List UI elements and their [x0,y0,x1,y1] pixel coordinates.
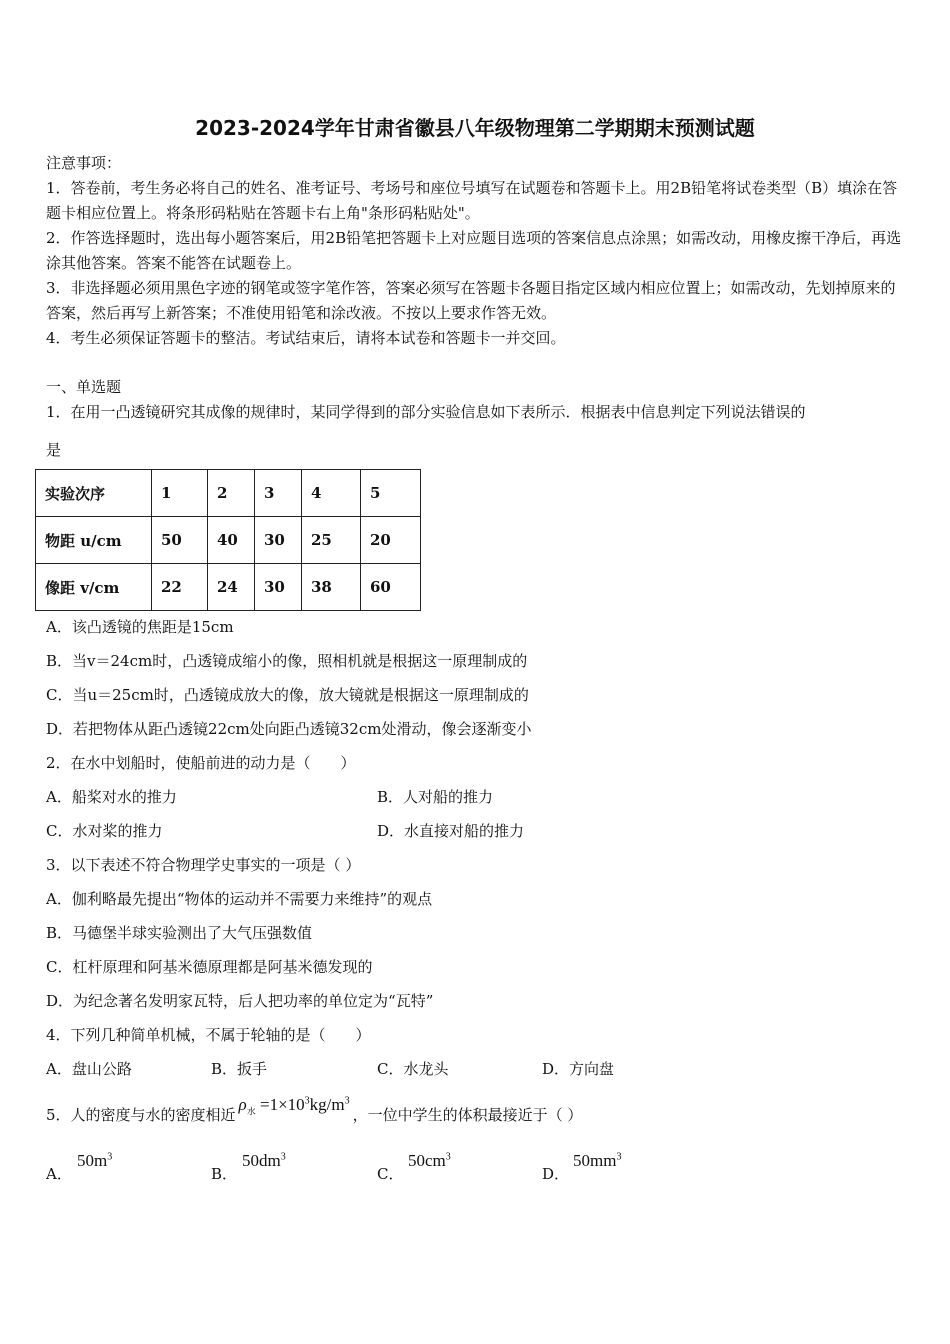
table-cell: 40 [208,517,255,564]
table-cell: 实验次序 [36,470,152,517]
question-3-option-c: C．杠杆原理和阿基米德原理都是阿基米德发现的 [46,958,373,976]
option-value: 50mm [573,1151,617,1170]
question-3-option-b: B．马德堡半球实验测出了大气压强数值 [46,924,313,942]
rho-subscript: 水 [246,1106,256,1117]
question-5-option-b-value [242,1151,286,1171]
question-5-option-a-letter: A． [46,1165,72,1183]
rho-symbol: ρ [238,1095,247,1114]
option-value: 50m [77,1151,108,1170]
question-1-stem-cont: 是 [46,441,62,459]
question-3-option-a: A．伽利略最先提出“物体的运动并不需要力来维持”的观点 [46,890,433,908]
question-5-option-d-letter: D． [542,1165,570,1183]
table-cell: 30 [255,517,302,564]
question-2-option-d: D．水直接对船的推力 [377,822,525,840]
question-4-option-c: C．水龙头 [377,1060,449,1078]
table-cell: 4 [302,470,361,517]
table-row [36,470,421,517]
notes-section [46,151,908,351]
question-5-option-c-value [408,1151,451,1171]
question-2-option-a: A．船桨对水的推力 [46,788,177,806]
question-5-stem-start: 5．人的密度与水的密度相近 [46,1106,236,1124]
question-5-stem [46,1095,583,1127]
table-cell: 物距 u/cm [36,517,152,564]
table-cell: 20 [361,517,421,564]
question-3-stem: 3．以下表述不符合物理学史事实的一项是（ ） [46,856,361,874]
table-row [36,517,421,564]
table-row [36,564,421,611]
formula-equation: =1×10 [259,1095,305,1114]
question-1-option-d: D．若把物体从距凸透镜22cm处向距凸透镜32cm处滑动，像会逐渐变小 [46,720,532,738]
table-cell: 60 [361,564,421,611]
question-2-stem: 2．在水中划船时，使船前进的动力是（ ） [46,754,356,772]
question-5-option-b-letter: B． [211,1165,238,1183]
table-cell: 38 [302,564,361,611]
question-4-option-b: B．扳手 [211,1060,268,1078]
option-exponent: 3 [616,1151,622,1163]
experiment-table [35,469,421,611]
notes-item: 2．作答选择题时，选出每小题答案后，用2B铅笔把答题卡上对应题目选项的答案信息点涂黑；如需改动，用橡皮擦干净后，再选涂其他答案。答案不能答在试题卷上。 [46,229,902,272]
notes-item: 3．非选择题必须用黑色字迹的钢笔或签字笔作答，答案必须写在答题卡各题目指定区域内相应位置上；如需改动，先划掉原来的答案，然后再写上新答案；不准使用铅笔和涂改液。不按以上要求作答无效。 [46,279,896,322]
section-heading: 一、单选题 [46,378,122,396]
question-5-option-a-value [77,1151,112,1171]
table-cell: 50 [152,517,208,564]
question-4-option-a: A．盘山公路 [46,1060,132,1078]
question-3-option-d: D．为纪念著名发明家瓦特，后人把功率的单位定为“瓦特” [46,992,434,1010]
table-cell: 25 [302,517,361,564]
question-1-option-a: A．该凸透镜的焦距是15cm [46,618,234,636]
question-1-option-b: B．当v＝24cm时，凸透镜成缩小的像，照相机就是根据这一原理制成的 [46,652,528,670]
formula-unit-exponent: 3 [344,1095,350,1107]
formula-exponent: 3 [304,1095,310,1107]
question-5-stem-end: ，一位中学生的体积最接近于（ ） [352,1106,583,1124]
notes-item: 4．考生必须保证答题卡的整洁。考试结束后，请将本试卷和答题卡一并交回。 [46,329,566,347]
question-4-option-d: D．方向盘 [542,1060,615,1078]
option-value: 50cm [408,1151,446,1170]
table-cell: 22 [152,564,208,611]
table-cell: 1 [152,470,208,517]
formula-unit: kg/m [309,1095,345,1114]
table-cell: 24 [208,564,255,611]
table-cell: 3 [255,470,302,517]
question-1-option-c: C．当u＝25cm时，凸透镜成放大的像，放大镜就是根据这一原理制成的 [46,686,529,704]
question-5-option-c-letter: C． [377,1165,404,1183]
question-2-option-c: C．水对桨的推力 [46,822,163,840]
question-2-option-b: B．人对船的推力 [377,788,494,806]
option-exponent: 3 [280,1151,286,1163]
question-1-stem: 1．在用一凸透镜研究其成像的规律时，某同学得到的部分实验信息如下表所示．根据表中信息判定下列说法错误的 [46,403,806,421]
table-cell: 5 [361,470,421,517]
table-cell: 像距 v/cm [36,564,152,611]
page-title: 2023-2024学年甘肃省徽县八年级物理第二学期期末预测试题 [195,116,755,140]
option-exponent: 3 [107,1151,113,1163]
question-4-stem: 4．下列几种简单机械，不属于轮轴的是（ ） [46,1026,371,1044]
question-5-option-d-value [573,1151,621,1171]
notes-heading: 注意事项： [46,154,122,172]
option-value: 50dm [242,1151,281,1170]
notes-item: 1．答卷前，考生务必将自己的姓名、准考证号、考场号和座位号填写在试题卷和答题卡上。用2B铅笔将试卷类型（B）填涂在答题卡相应位置上。将条形码粘贴在答题卡右上角"条形码粘贴处"。 [46,179,898,222]
table-cell: 2 [208,470,255,517]
table-cell: 30 [255,564,302,611]
water-density-formula [238,1095,350,1117]
option-exponent: 3 [445,1151,451,1163]
